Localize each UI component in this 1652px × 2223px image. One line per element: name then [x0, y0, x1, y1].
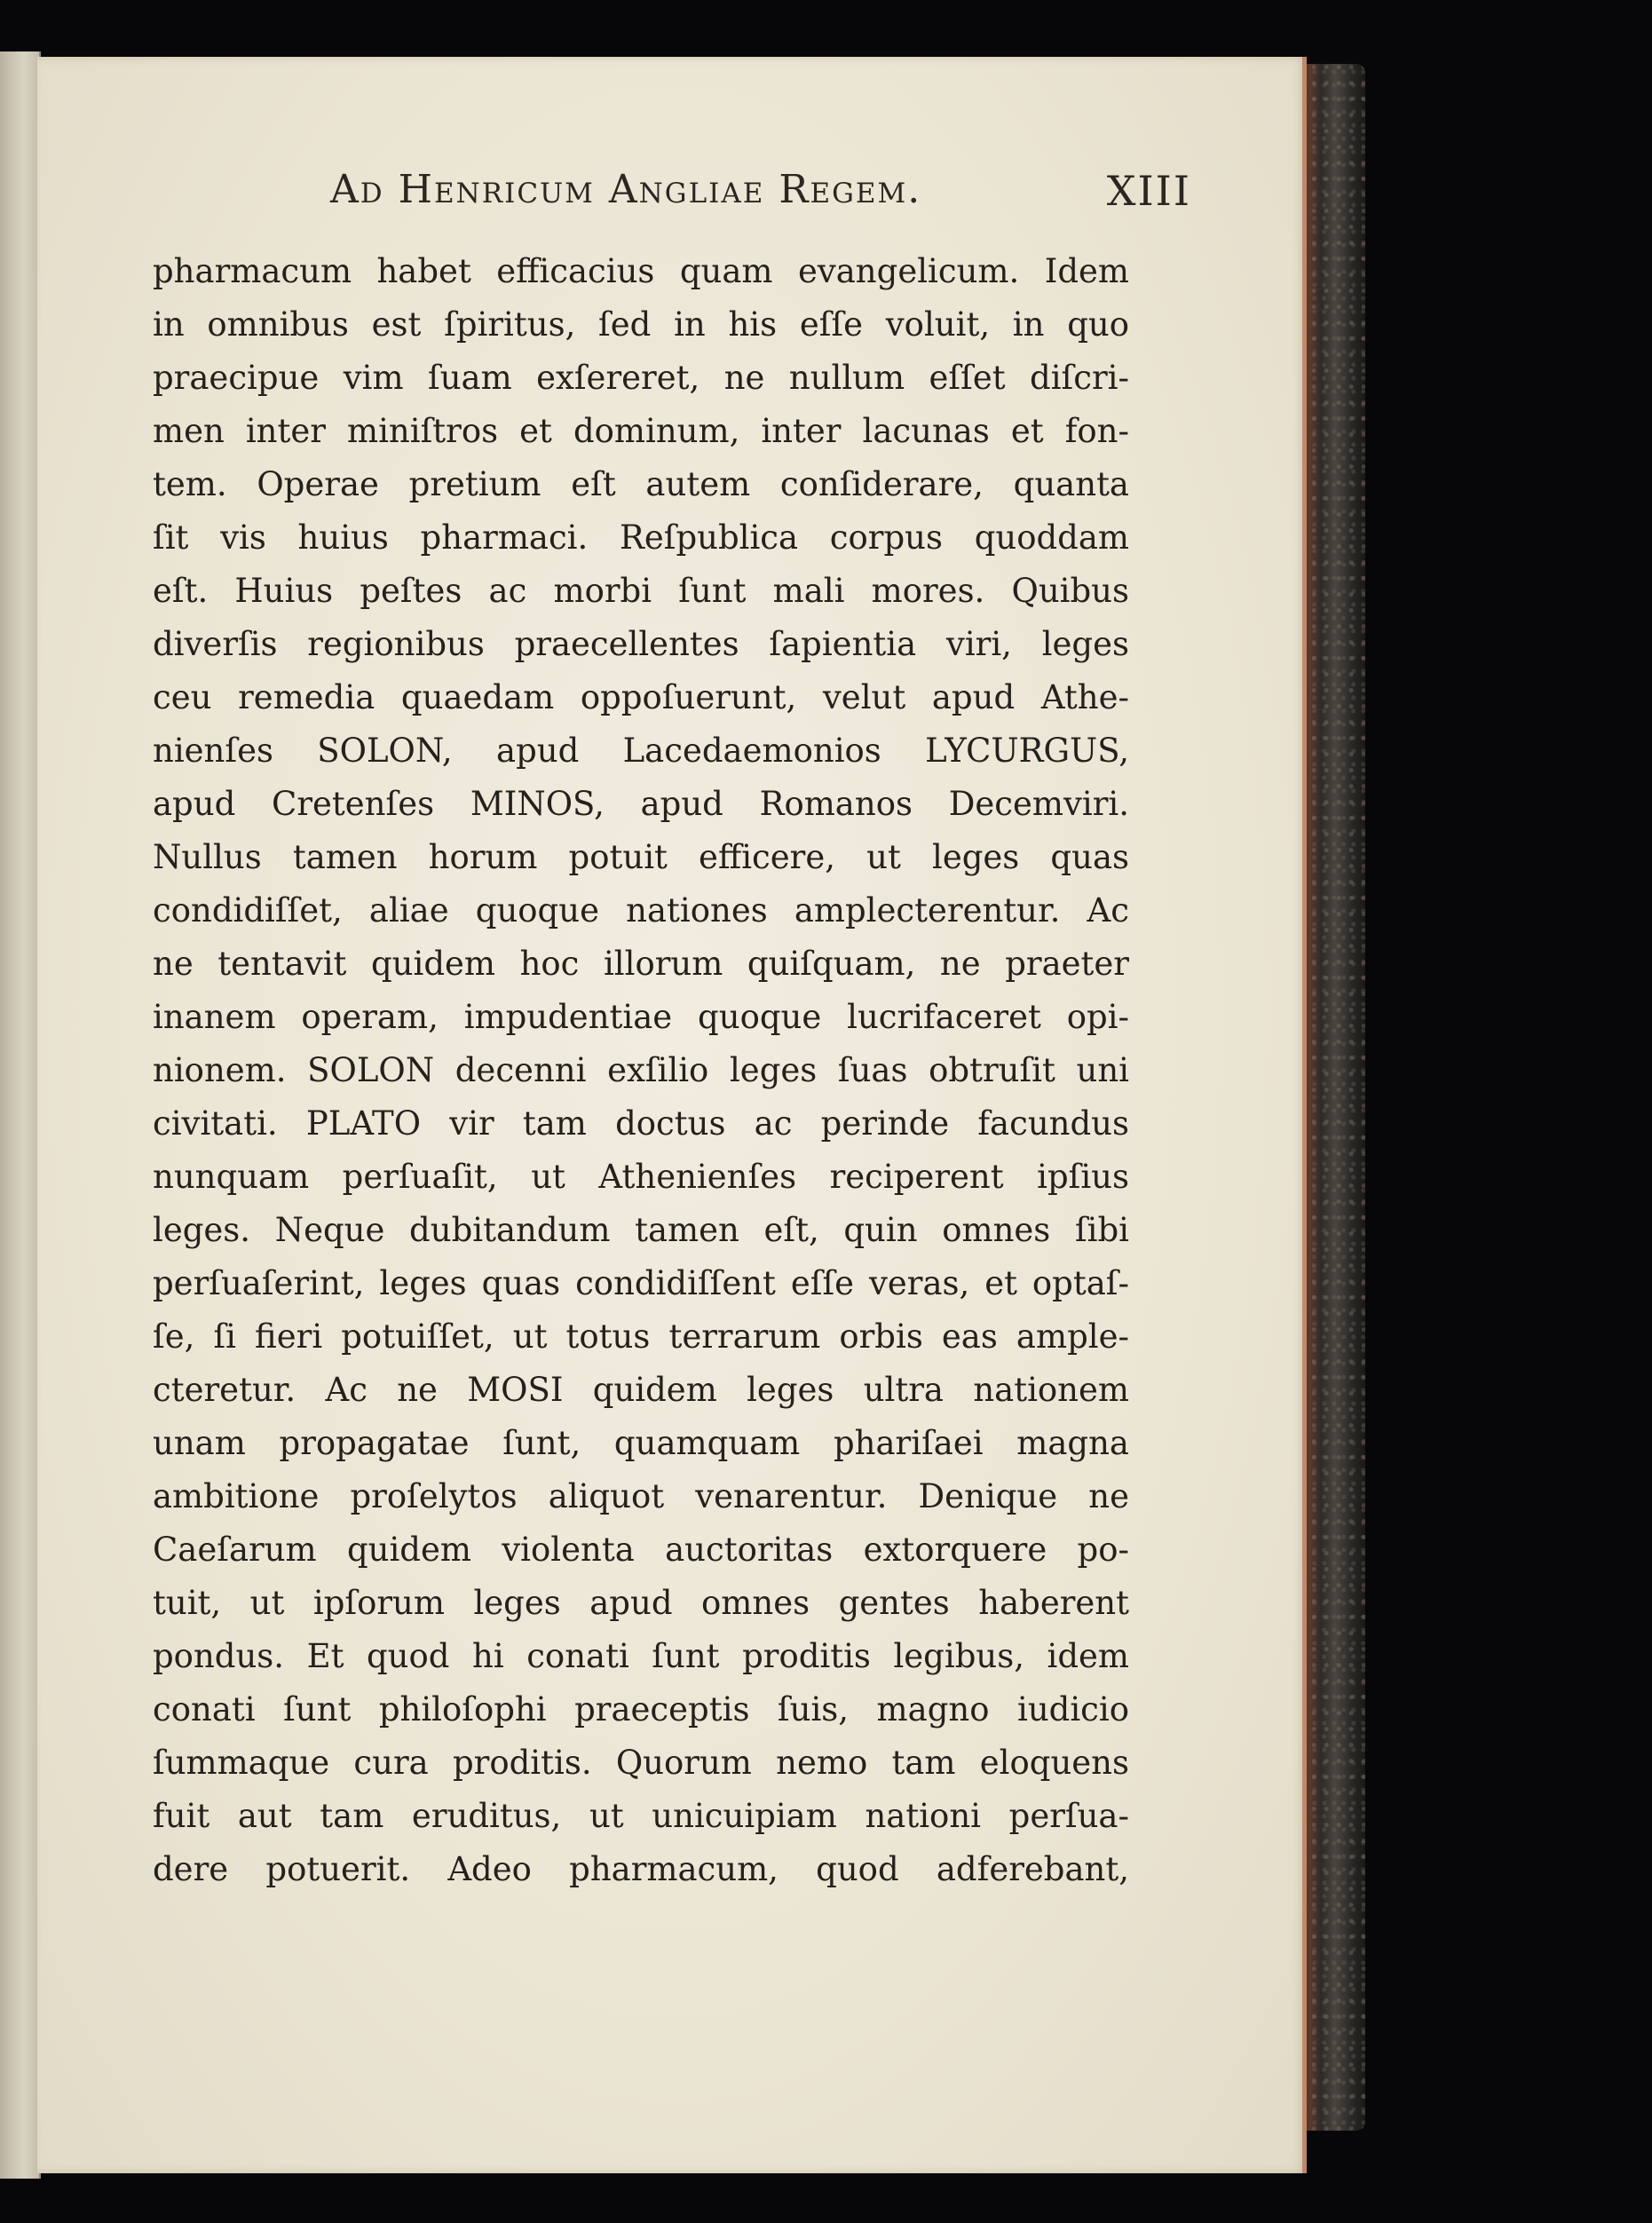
running-title: Ad Henricum Angliae Regem. — [330, 167, 922, 212]
book-page — [37, 57, 1307, 2173]
text-line: ſe, ſi fieri potuiſſet, ut totus terrarum orbis eas ample- — [153, 1317, 1129, 1356]
text-line: leges. Neque dubitandum tamen eſt, quin omnes ſibi — [153, 1211, 1129, 1249]
body-text — [153, 245, 1129, 1896]
left-page-edge — [0, 51, 41, 2179]
text-line: nionem. SOLON decenni exſilio leges ſuas obtruſit uni — [153, 1051, 1129, 1089]
text-line: perſuaſerint, leges quas condidiſſent eſſe veras, et optaſ- — [153, 1264, 1129, 1302]
text-line: praecipue vim ſuam exſereret, ne nullum eſſet diſcri- — [153, 359, 1129, 397]
text-line: nienſes SOLON, apud Lacedaemonios LYCURGUS, — [153, 732, 1129, 770]
text-line: diverſis regionibus praecellentes ſapientia viri, leges — [153, 625, 1129, 663]
text-line: Nullus tamen horum potuit efficere, ut leges quas — [153, 838, 1129, 876]
text-line: unam propagatae ſunt, quamquam phariſaei magna — [153, 1424, 1129, 1462]
text-line: tuit, ut ipſorum leges apud omnes gentes haberent — [153, 1584, 1129, 1622]
text-line: ſit vis huius pharmaci. Reſpublica corpus quoddam — [153, 518, 1129, 557]
text-line: eſt. Huius peſtes ac morbi ſunt mali mores. Quibus — [153, 572, 1129, 610]
text-line: fuit aut tam eruditus, ut unicuipiam nationi perſua- — [153, 1797, 1129, 1835]
text-line: civitati. PLATO vir tam doctus ac perinde facundus — [153, 1104, 1129, 1143]
text-line: apud Cretenſes MINOS, apud Romanos Decemviri. — [153, 785, 1129, 823]
text-line: ſummaque cura proditis. Quorum nemo tam eloquens — [153, 1744, 1129, 1782]
text-line: ceu remedia quaedam oppoſuerunt, velut apud Athe- — [153, 678, 1129, 716]
text-line: cteretur. Ac ne MOSI quidem leges ultra nationem — [153, 1371, 1129, 1409]
page-number: XIII — [1106, 167, 1191, 215]
text-line: inanem operam, impudentiae quoque lucrifaceret opi- — [153, 998, 1129, 1036]
text-line: in omnibus est ſpiritus, ſed in his eſſe voluit, in quo — [153, 305, 1129, 344]
text-line: pondus. Et quod hi conati ſunt proditis legibus, idem — [153, 1637, 1129, 1675]
text-line: dere potuerit. Adeo pharmacum, quod adferebant, — [153, 1850, 1129, 1888]
text-line: condidiſſet, aliae quoque nationes amplecterentur. Ac — [153, 891, 1129, 930]
text-line: conati ſunt philoſophi praeceptis ſuis, magno iudicio — [153, 1690, 1129, 1729]
text-line: ne tentavit quidem hoc illorum quiſquam, ne praeter — [153, 945, 1129, 983]
running-head — [197, 167, 1191, 238]
text-line: pharmacum habet efficacius quam evangelicum. Idem — [153, 252, 1129, 290]
text-line: Caeſarum quidem violenta auctoritas extorquere po- — [153, 1531, 1129, 1569]
book-cover-edge — [1298, 64, 1365, 2131]
text-line: tem. Operae pretium eſt autem conſiderare, quanta — [153, 465, 1129, 503]
text-line: men inter miniſtros et dominum, inter lacunas et fon- — [153, 412, 1129, 450]
text-line: ambitione proſelytos aliquot venarentur. Denique ne — [153, 1477, 1129, 1515]
text-line: nunquam perſuaſit, ut Athenienſes reciperent ipſius — [153, 1158, 1129, 1196]
